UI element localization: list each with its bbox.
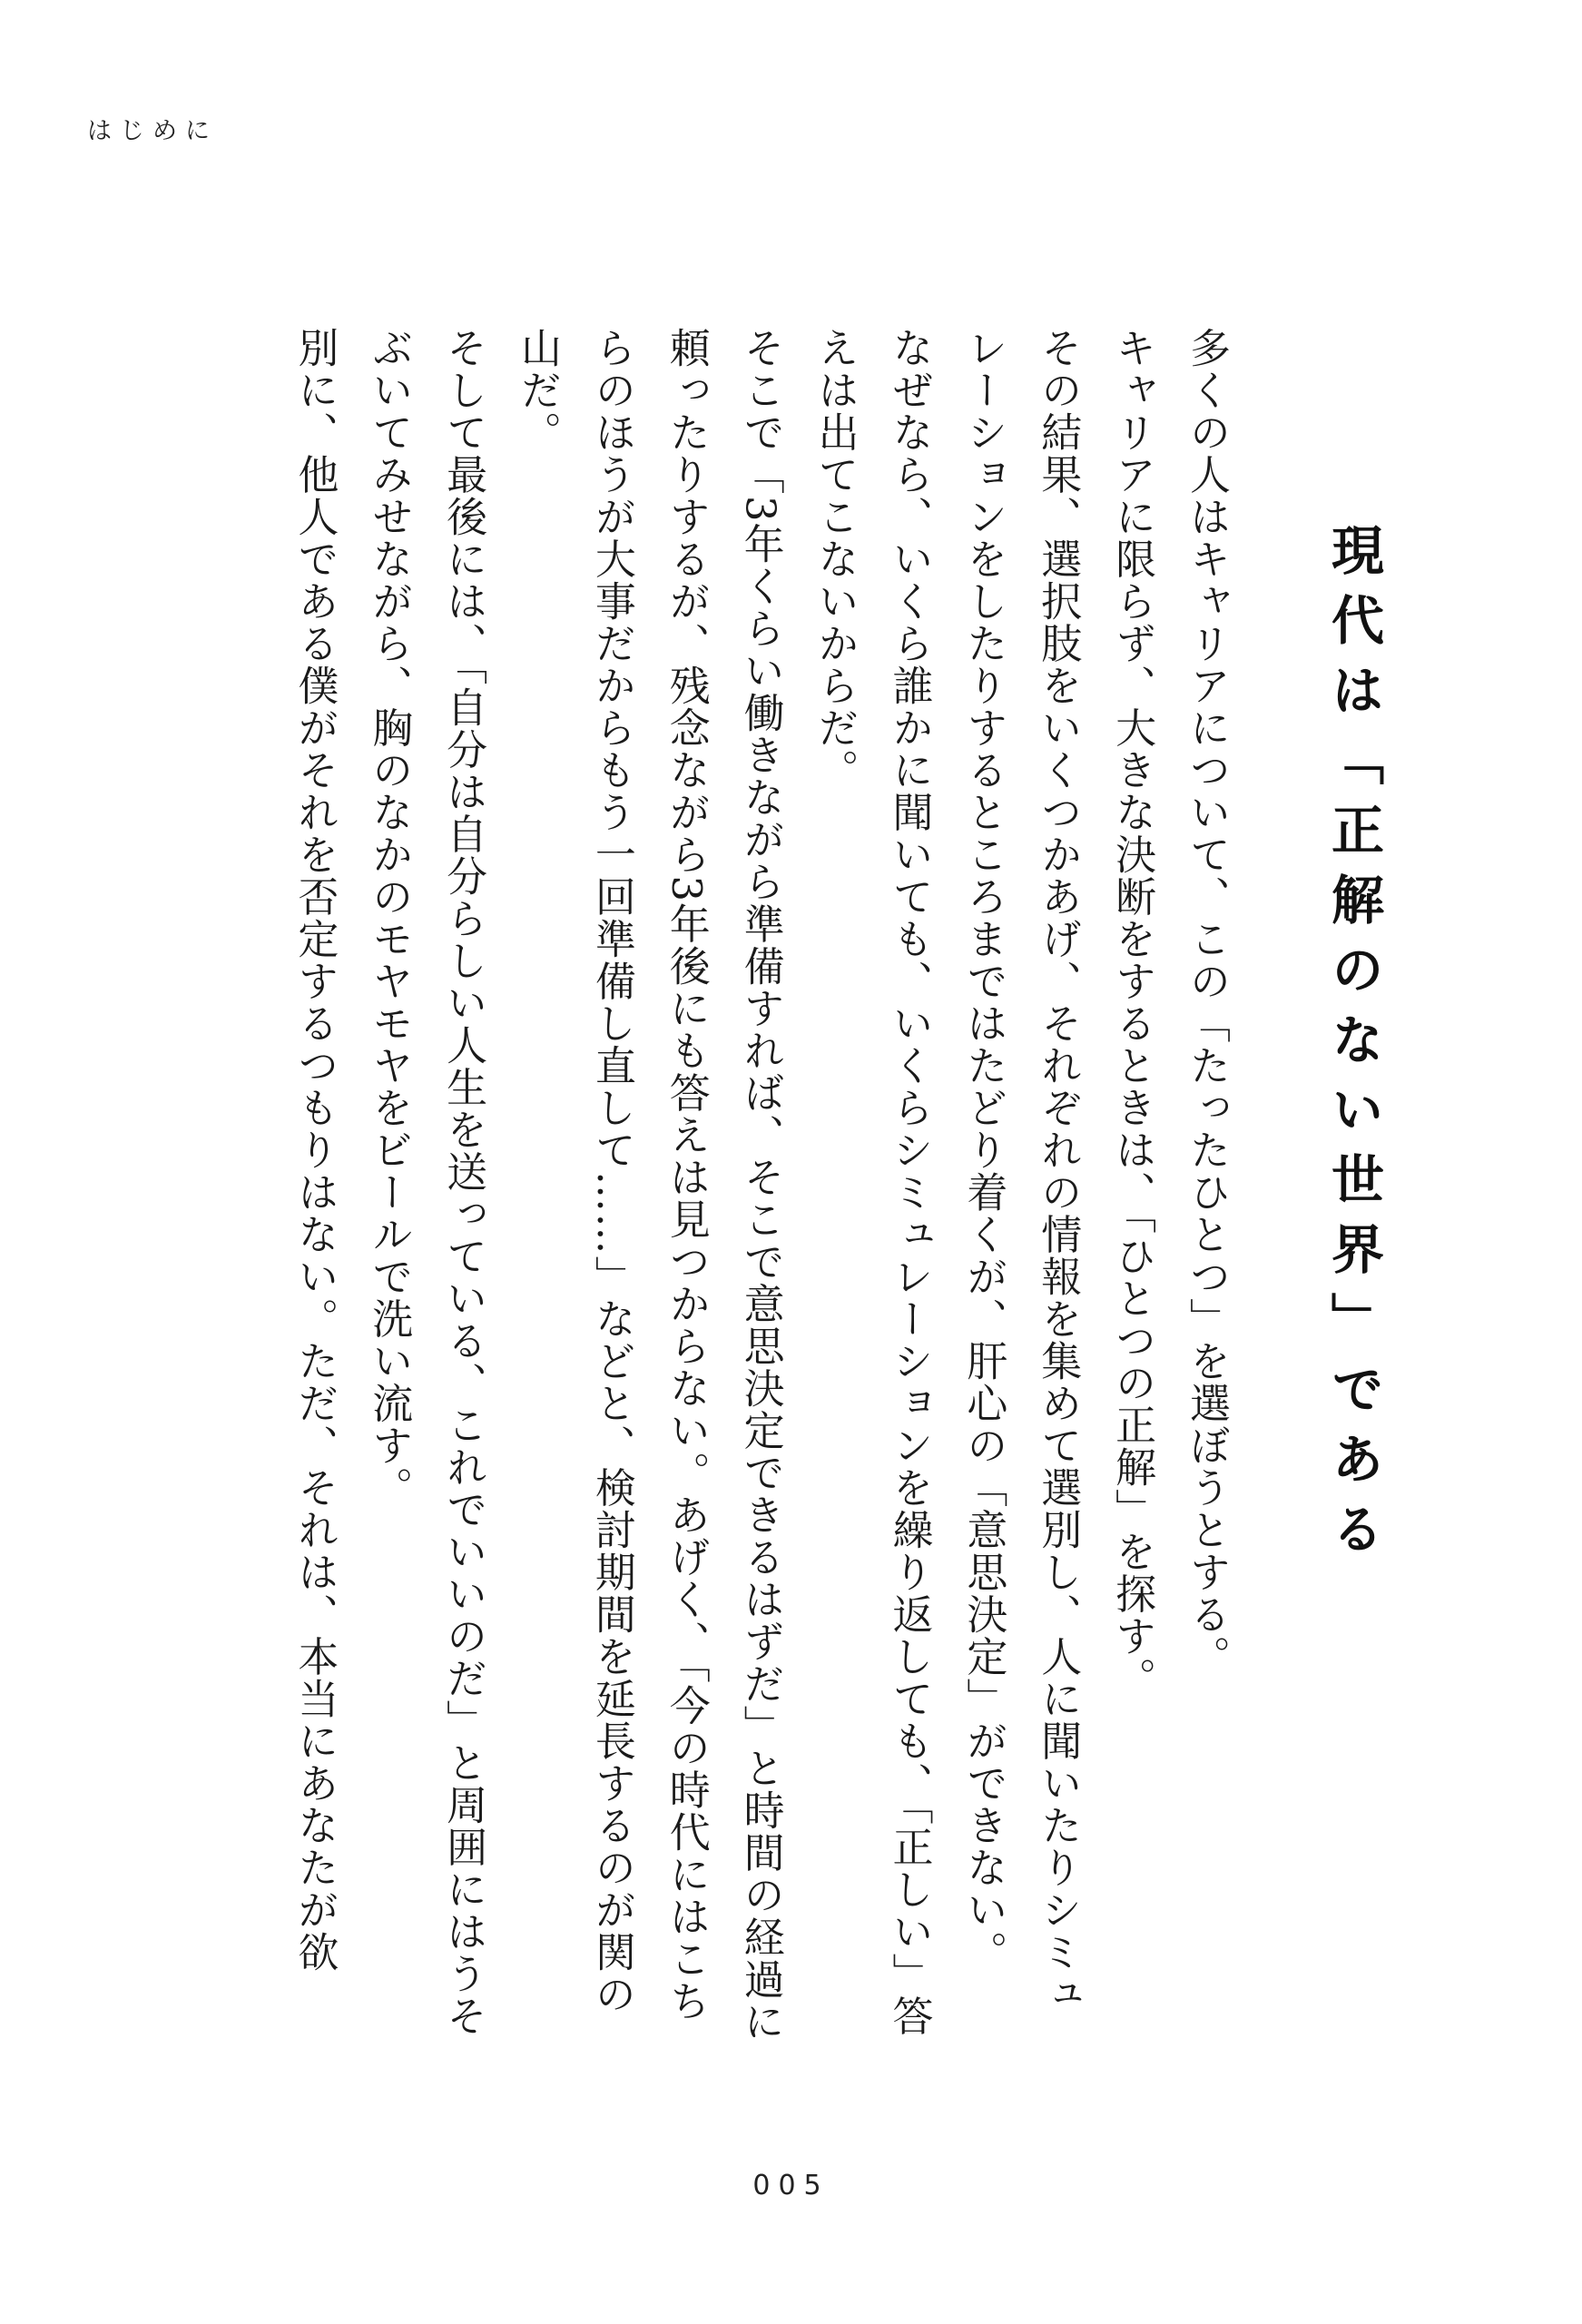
page-number: 005 [752,2170,830,2201]
paragraph-3: その結果、選択肢をいくつかあげ、それぞれの情報を集めて選別し、人に聞いたりシミュレーションをしたりするところまではたどり着くが、肝心の「意思決定」ができない。 [959,327,1083,2015]
running-head: はじめに [87,117,218,145]
paragraph-6: そして最後には、「自分は自分らしい人生を送っている、これでいいのだ」と周囲にはうそぶいてみせながら、胸のなかのモヤモヤをビールで洗い流す。 [365,327,488,2037]
paragraph-5: そこで「3年くらい働きながら準備すれば、そこで意思決定できるはずだ」と時間の経過に頼ったりするが、残念ながら3年後にも答えは見つからない。あげく、「今の時代にはこちらのほうが大事だからもう一回準備し直して……」などと、検討期間を延長するのが関の山だ。 [513,327,785,2043]
page-content [209,327,1384,2106]
chapter-title: 現代は「正解のない世界」である [1322,523,1384,1571]
body-text [277,327,1243,2052]
paragraph-2: キャリアに限らず、大きな決断をするときは、「ひとつの正解」を探す。 [1108,327,1157,1699]
paragraph-7: 別に、他人である僕がそれを否定するつもりはない。ただ、それは、本当にあなたが欲 [290,327,339,1974]
paragraph-1: 多くの人はキャリアについて、この「たったひとつ」を選ぼうとする。 [1183,327,1231,1678]
paragraph-4: なぜなら、いくら誰かに聞いても、いくらシミュレーションを繰り返しても、「正しい」答えは出てこないからだ。 [811,327,934,2037]
